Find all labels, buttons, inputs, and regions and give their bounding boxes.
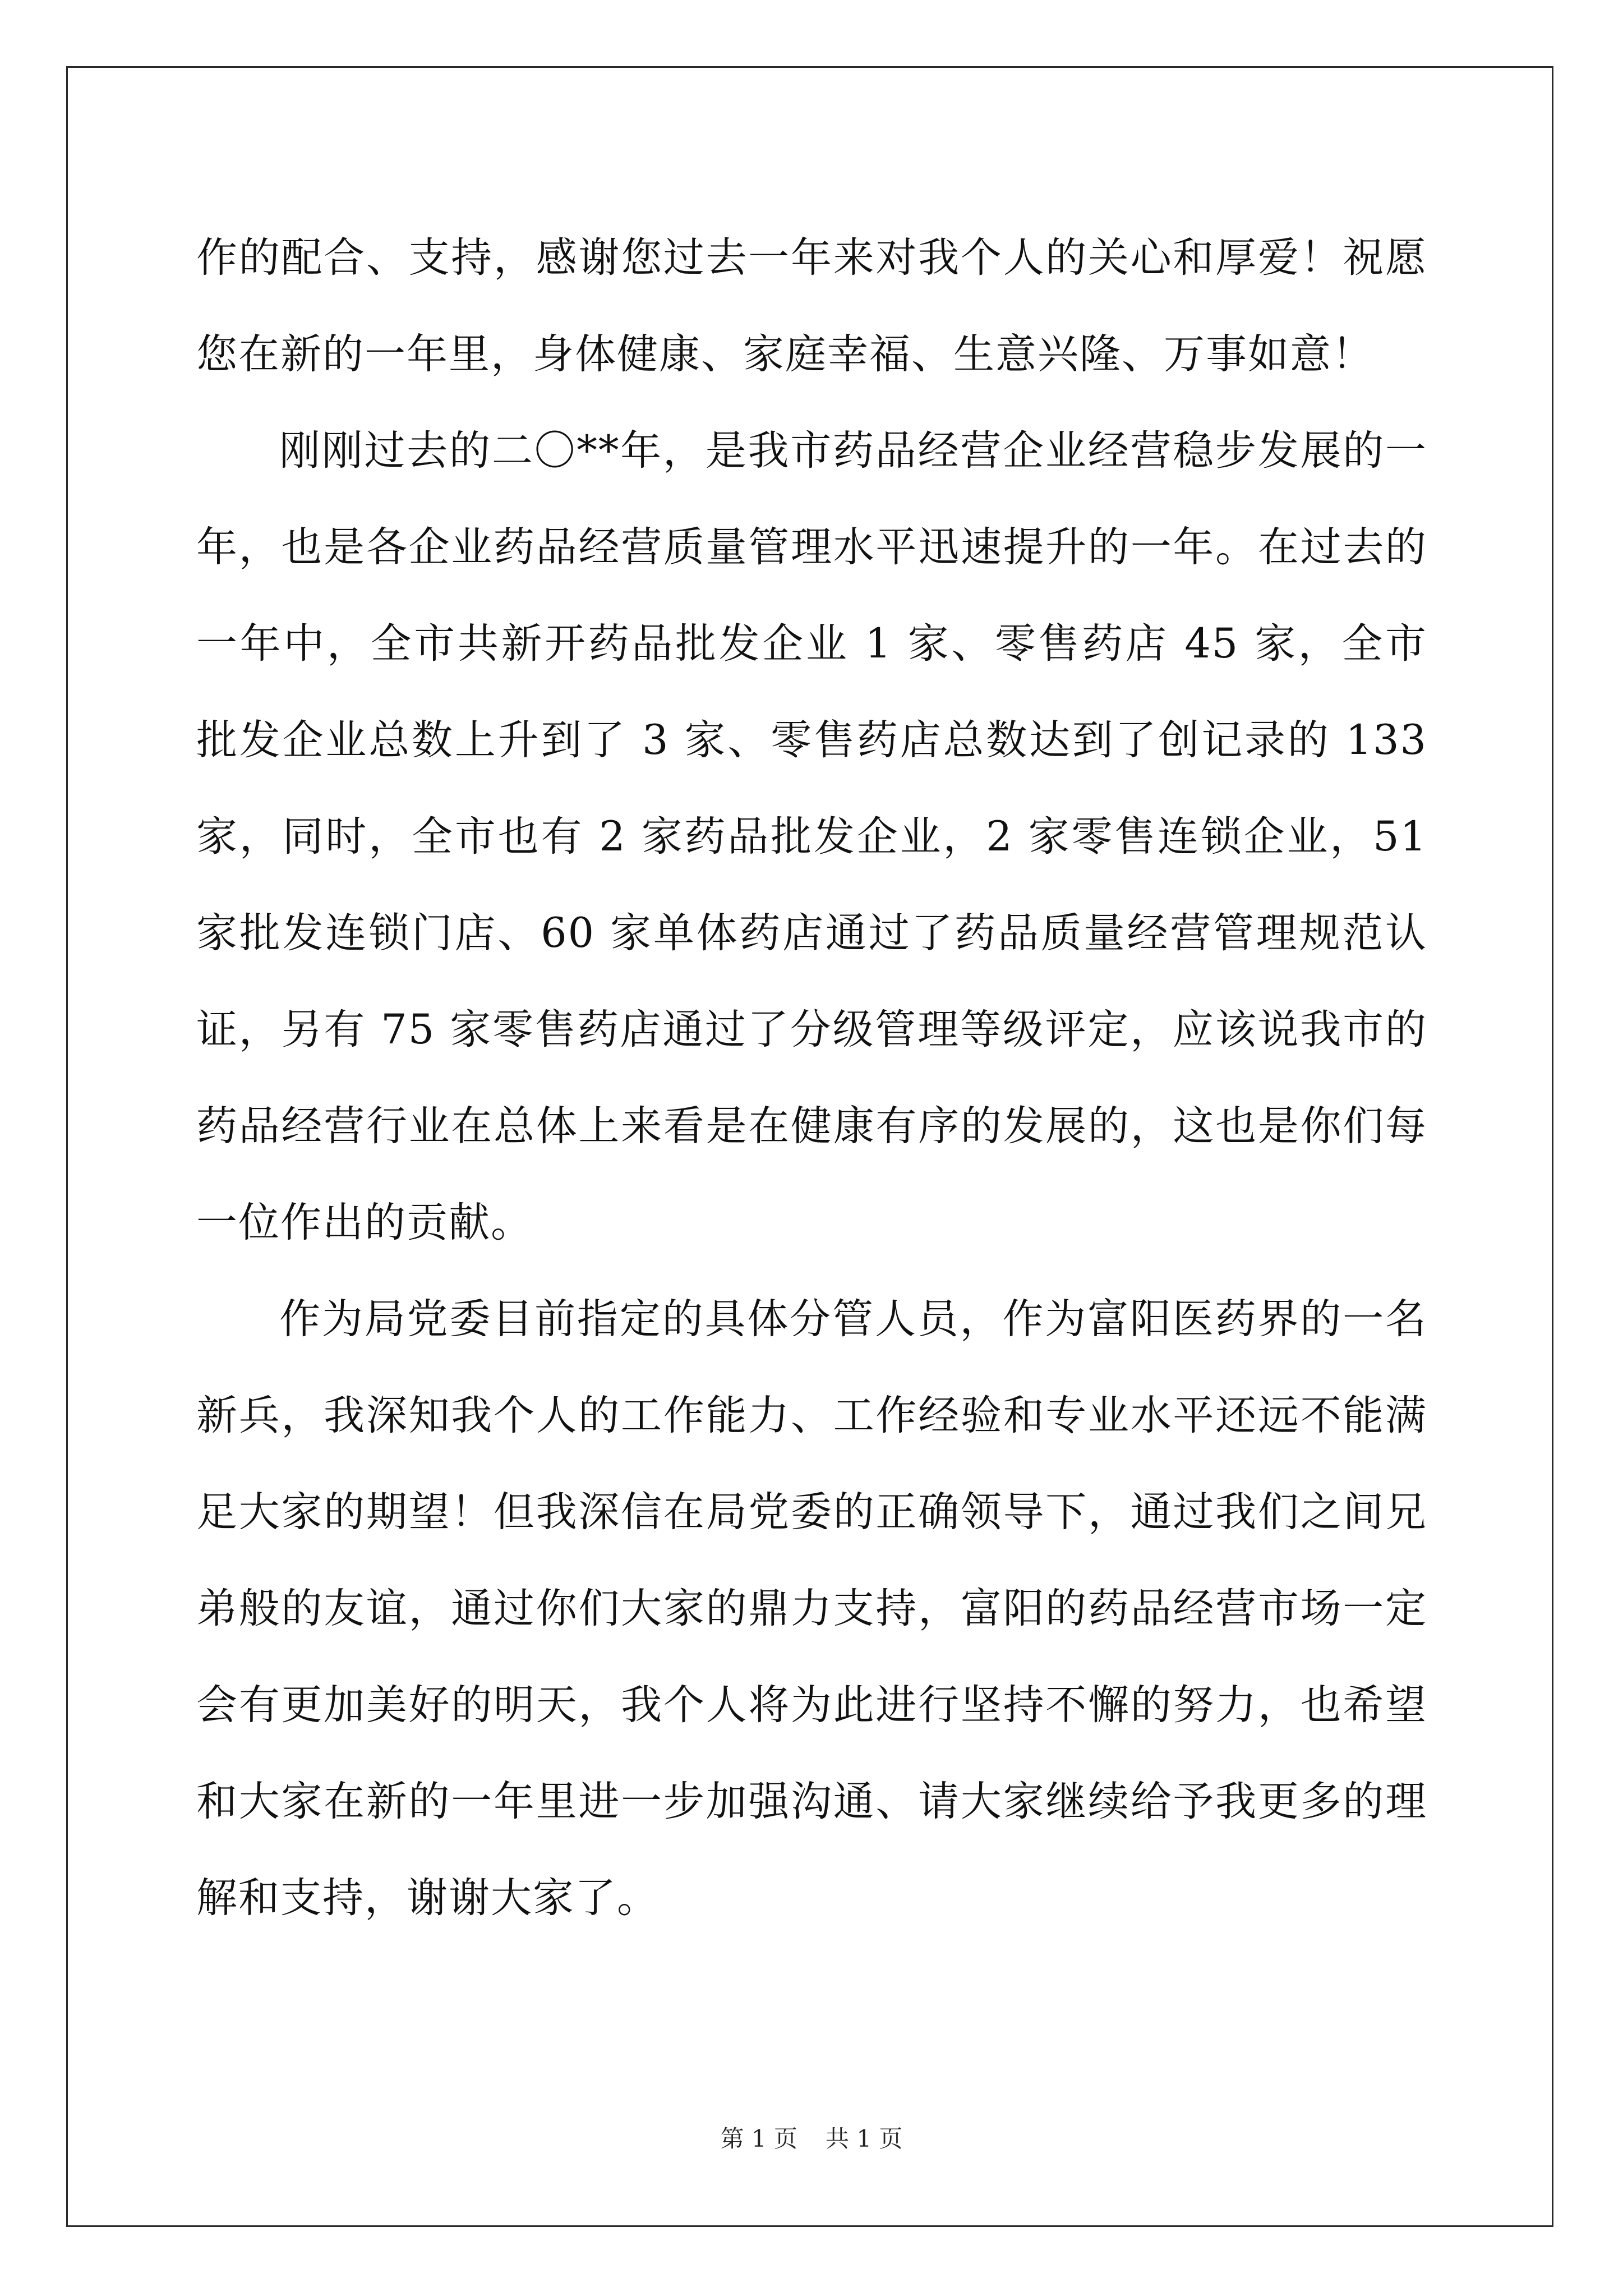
paragraph-3: 作为局党委目前指定的具体分管人员，作为富阳医药界的一名新兵，我深知我个人的工作能力、工作经验和专业水平还远不能满足大家的期望！但我深信在局党委的正确领导下，通过我们之间兄弟般的友谊，通过你们大家的鼎力支持，富阳的药品经营市场一定会有更加美好的明天，我个人将为此进行坚持不懈的努力，也希望和大家在新的一年里进一步加强沟通、请大家继续给予我更多的理解和支持，谢谢大家了。 bbox=[196, 1295, 1427, 1922]
page-footer bbox=[0, 2122, 1623, 2156]
page-number: 第 1 页 bbox=[720, 2125, 797, 2152]
paragraph-2: 刚刚过去的二〇**年，是我市药品经营企业经营稳步发展的一年，也是各企业药品经营质量管理水平迅速提升的一年。在过去的一年中，全市共新开药品批发企业 1 家、零售药店 45 家，全市批发企业总数上升到了 3 家、零售药店总数达到了创记录的 133 家，同时，全市也有 2 家药品批发企业，2 家零售连锁企业，51 家批发连锁门店、60 家单体药店通过了药品质量经营管理规范认证，另有 75 家零售药店通过了分级管理等级评定，应该说我市的药品经营行业在总体上来看是在健康有序的发展的，这也是你们每一位作出的贡献。 bbox=[196, 427, 1427, 1246]
paragraph-1: 作的配合、支持，感谢您过去一年来对我个人的关心和厚爱！祝愿您在新的一年里，身体健康、家庭幸福、生意兴隆、万事如意！ bbox=[196, 234, 1427, 378]
page-total: 共 1 页 bbox=[826, 2125, 903, 2152]
document-body bbox=[196, 210, 1427, 1947]
